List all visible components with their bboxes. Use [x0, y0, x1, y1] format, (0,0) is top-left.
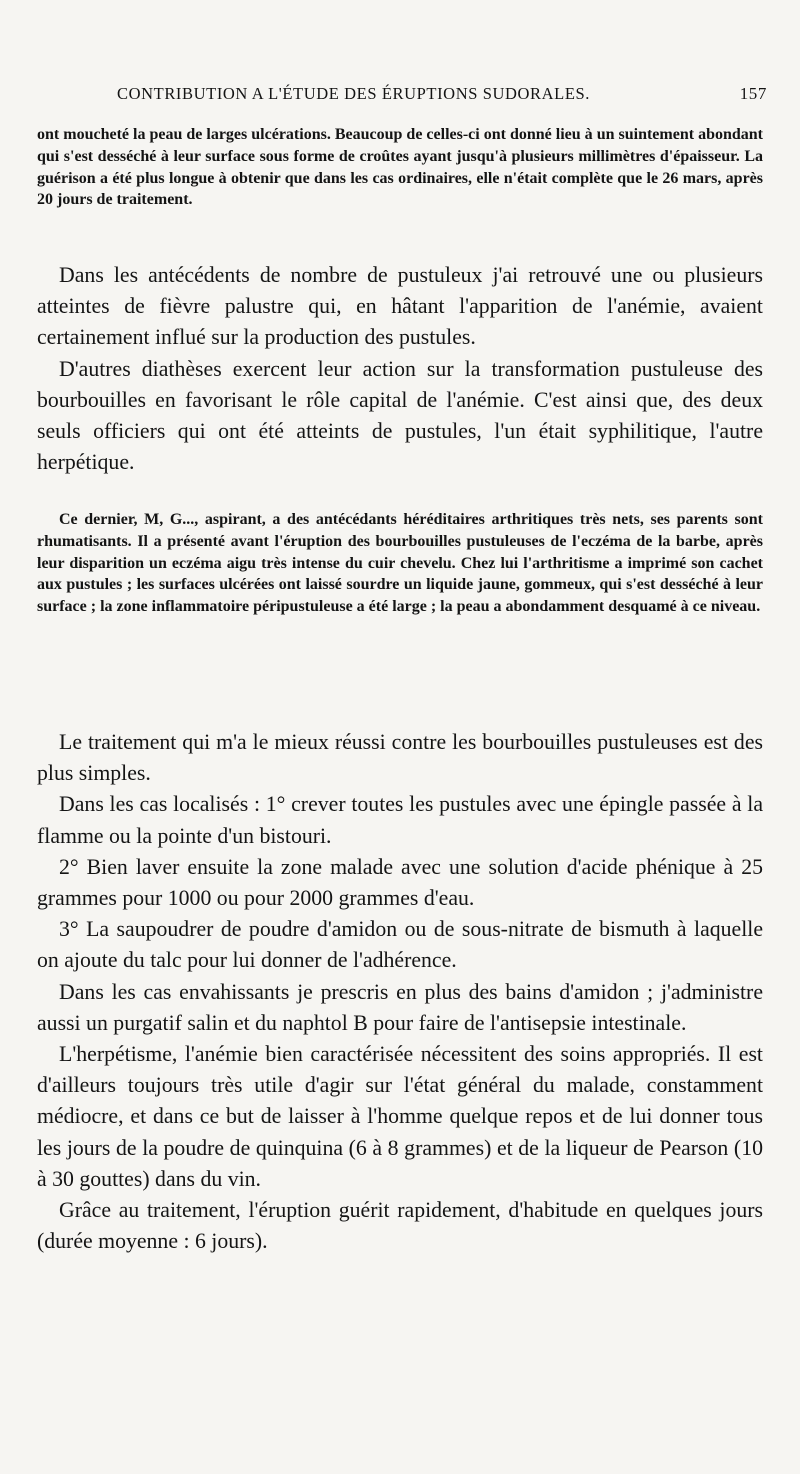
page-number: 157	[739, 84, 767, 103]
main-text-block-2	[37, 727, 763, 1257]
paragraph-case-note	[37, 509, 763, 618]
paragraph-case-continuation	[37, 124, 763, 211]
paragraph: Le traitement qui m'a le mieux réussi contre les bourbouilles pustuleuses est des plus simples.	[37, 730, 763, 786]
paragraph: Dans les cas envahissants je prescris en plus des bains d'amidon ; j'administre aussi un purgatif salin et du naphtol B pour faire de l'antisepsie intestinale.	[37, 979, 763, 1035]
paragraph: 2° Bien laver ensuite la zone malade avec une solution d'acide phénique à 25 grammes pour 1000 ou pour 2000 grammes d'eau.	[37, 854, 763, 911]
paragraph: Dans les antécédents de nombre de pustuleux j'ai retrouvé une ou plusieurs atteintes de fièvre palustre qui, en hâtant l'apparition de l'anémie, avaient certainement influé sur la production des pustules.	[37, 263, 763, 350]
paragraph: D'autres diathèses exercent leur action sur la transformation pustuleuse des bourbouilles en favorisant le rôle capital de l'anémie. C'est ainsi que, des deux seuls officiers qui ont été atteints de pustules, l'un était syphilitique, l'autre herpétique.	[37, 356, 763, 475]
paragraph: Grâce au traitement, l'éruption guérit rapidement, d'habitude en quelques jours (durée moyenne : 6 jours).	[37, 1198, 763, 1254]
running-title: CONTRIBUTION A L'ÉTUDE DES ÉRUPTIONS SUDORALES.	[117, 84, 591, 103]
paragraph: ont moucheté la peau de larges ulcérations. Beaucoup de celles-ci ont donné lieu à un suintement abondant qui s'est desséché à leur surface sous forme de croûtes ayant jusqu'à plusieurs millimètres d'épaisseur. La guérison a été plus longue à obtenir que dans les cas ordinaires, elle n'était complète que le 26 mars, après 20 jours de traitement.	[37, 126, 763, 209]
paragraph: Dans les cas localisés : 1° crever toutes les pustules avec une épingle passée à la flamme ou la pointe d'un bistouri.	[37, 792, 763, 848]
paragraph: 3° La saupoudrer de poudre d'amidon ou de sous-nitrate de bismuth à laquelle on ajoute du talc pour lui donner de l'adhérence.	[37, 917, 763, 973]
main-text-block-1	[37, 260, 763, 478]
paragraph: Ce dernier, M, G..., aspirant, a des antécédants héréditaires arthritiques très nets, ses parents sont rhumatisants. Il a présenté avant l'éruption des bourbouilles pustuleuses de l'eczéma de la barbe, après leur disparition un eczéma aigu très intense du cuir chevelu. Chez lui l'arthritisme a imprimé son cachet aux pustules ; les surfaces ulcérées ont laissé sourdre un liquide jaune, gommeux, qui s'est desséché à leur surface ; la zone inflammatoire péripustuleuse a été large ; la peau a abondamment desquamé à ce niveau.	[37, 511, 763, 616]
paragraph: L'herpétisme, l'anémie bien caractérisée nécessitent des soins appropriés. Il est d'ailleurs toujours très utile d'agir sur l'état général du malade, constamment médiocre, et dans ce but de laisser à l'homme quelque repos et de lui donner tous les jours de la poudre de quinquina (6 à 8 grammes) et de la liqueur de Pearson (10 à 30 gouttes) dans du vin.	[37, 1042, 763, 1191]
